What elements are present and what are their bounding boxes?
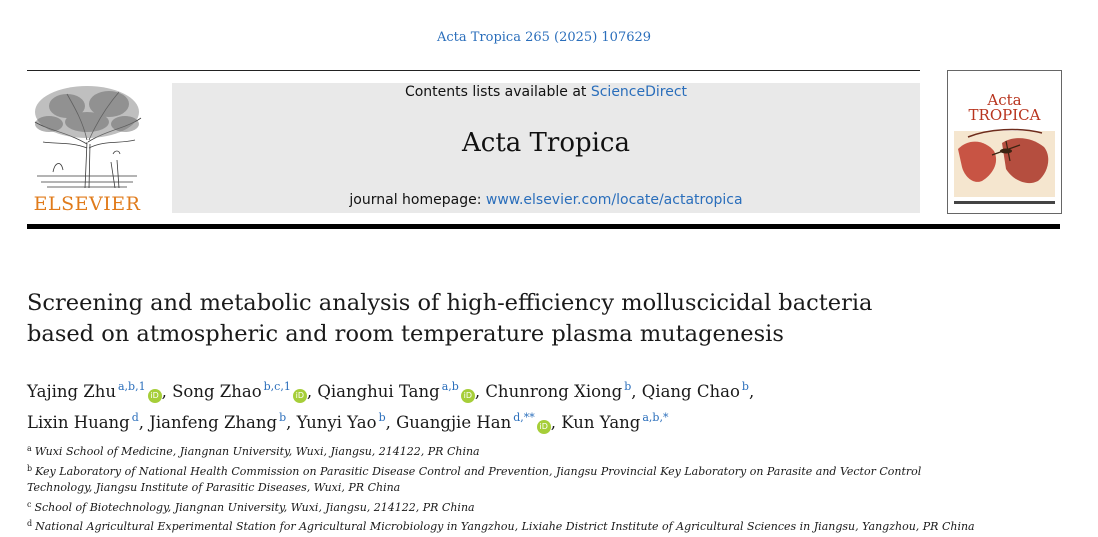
affiliation-text: Key Laboratory of National Health Commission on Parasitic Disease Control and Prevention, Jiangsu Provincial Key Laboratory on Parasite and Vector Control — [35, 464, 922, 478]
contents-line — [172, 83, 920, 101]
affiliation-line — [27, 461, 1067, 481]
affiliation-key: a — [27, 444, 32, 453]
author-affiliation-marker[interactable]: b — [279, 411, 287, 424]
author-name[interactable]: Qiang Chao — [641, 382, 740, 401]
article-title-line1: Screening and metabolic analysis of high-efficiency molluscicidal bacteria — [27, 290, 873, 316]
affiliation-text: Wuxi School of Medicine, Jiangnan University, Wuxi, Jiangsu, 214122, PR China — [34, 445, 480, 458]
author-name[interactable]: Guangjie Han — [396, 413, 512, 432]
affiliation-line — [27, 516, 1067, 536]
cover-map-illustration — [948, 71, 1061, 213]
elsevier-tree-icon — [27, 82, 147, 190]
author-affiliation-marker[interactable]: b — [741, 380, 749, 393]
affiliation-line — [27, 497, 1067, 517]
author-separator: , — [138, 413, 150, 432]
author-affiliation-marker[interactable]: a,b,1 — [118, 380, 146, 393]
affiliation-list — [27, 441, 1067, 536]
author-separator: , — [161, 382, 173, 401]
article-title — [27, 288, 1027, 350]
author-separator: , — [631, 382, 642, 401]
header-bottom-rule — [27, 224, 1060, 229]
orcid-icon[interactable]: iD — [148, 389, 162, 403]
cover-title-line2: TROPICA — [968, 106, 1041, 124]
affiliation-text: Technology, Jiangsu Institute of Parasitic Diseases, Wuxi, PR China — [27, 481, 401, 494]
author-affiliation-marker[interactable]: a,b — [441, 380, 459, 393]
header-top-rule — [27, 70, 920, 71]
author-list — [27, 374, 1067, 436]
homepage-prefix: journal homepage: — [349, 192, 486, 208]
journal-citation[interactable]: Acta Tropica 265 (2025) 107629 — [436, 30, 652, 45]
author-name[interactable]: Qianghui Tang — [317, 382, 440, 401]
affiliation-text: School of Biotechnology, Jiangnan University, Wuxi, Jiangsu, 214122, PR China — [34, 500, 475, 514]
author-affiliation-marker[interactable]: b — [378, 411, 386, 424]
author-name[interactable]: Jianfeng Zhang — [149, 413, 278, 432]
author-affiliation-marker[interactable]: b — [624, 380, 632, 393]
elsevier-logo — [27, 82, 147, 214]
author-separator: , — [748, 382, 755, 401]
author-separator: , — [306, 382, 318, 401]
author-separator: , — [474, 382, 486, 401]
affiliation-text: National Agricultural Experimental Station for Agricultural Microbiology in Yangzhou, Lixiahe District Institute of Agricultural Sciences in Jiangsu, Yangzhou, PR China — [35, 520, 975, 533]
affiliation-line — [27, 480, 1067, 497]
author-name[interactable]: Chunrong Xiong — [485, 382, 623, 401]
contents-prefix: Contents lists available at — [404, 84, 591, 100]
article-title-line2: based on atmospheric and room temperature plasma mutagenesis — [27, 321, 784, 347]
author-name[interactable]: Yajing Zhu — [27, 382, 116, 401]
homepage-line — [172, 192, 920, 208]
cover-title-line1: Acta — [987, 91, 1022, 109]
orcid-icon[interactable]: iD — [461, 389, 475, 403]
author-separator: , — [286, 413, 297, 432]
journal-cover-thumbnail[interactable] — [947, 70, 1062, 214]
affiliation-key: d — [27, 519, 33, 528]
author-separator: , — [550, 413, 562, 432]
author-affiliation-marker[interactable]: d,** — [513, 411, 535, 424]
elsevier-wordmark: ELSEVIER — [33, 193, 141, 215]
affiliation-key: b — [27, 463, 33, 473]
author-name[interactable]: Yunyi Yao — [296, 413, 377, 432]
affiliation-key: c — [27, 499, 32, 509]
journal-title: Acta Tropica — [462, 128, 630, 158]
orcid-icon[interactable]: iD — [293, 389, 307, 403]
author-separator: , — [385, 413, 397, 432]
author-name[interactable]: Lixin Huang — [27, 413, 130, 432]
author-name[interactable]: Song Zhao — [172, 382, 262, 401]
orcid-icon[interactable]: iD — [537, 420, 551, 434]
author-name[interactable]: Kun Yang — [561, 413, 641, 432]
author-affiliation-marker[interactable]: d — [131, 411, 139, 424]
author-affiliation-marker[interactable]: b,c,1 — [263, 380, 291, 393]
journal-homepage-link[interactable]: www.elsevier.com/locate/actatropica — [485, 192, 743, 208]
author-affiliation-marker[interactable]: a,b,* — [642, 411, 669, 424]
sciencedirect-link[interactable]: ScienceDirect — [590, 84, 688, 100]
affiliation-line — [27, 441, 1067, 461]
journal-banner — [172, 83, 920, 213]
